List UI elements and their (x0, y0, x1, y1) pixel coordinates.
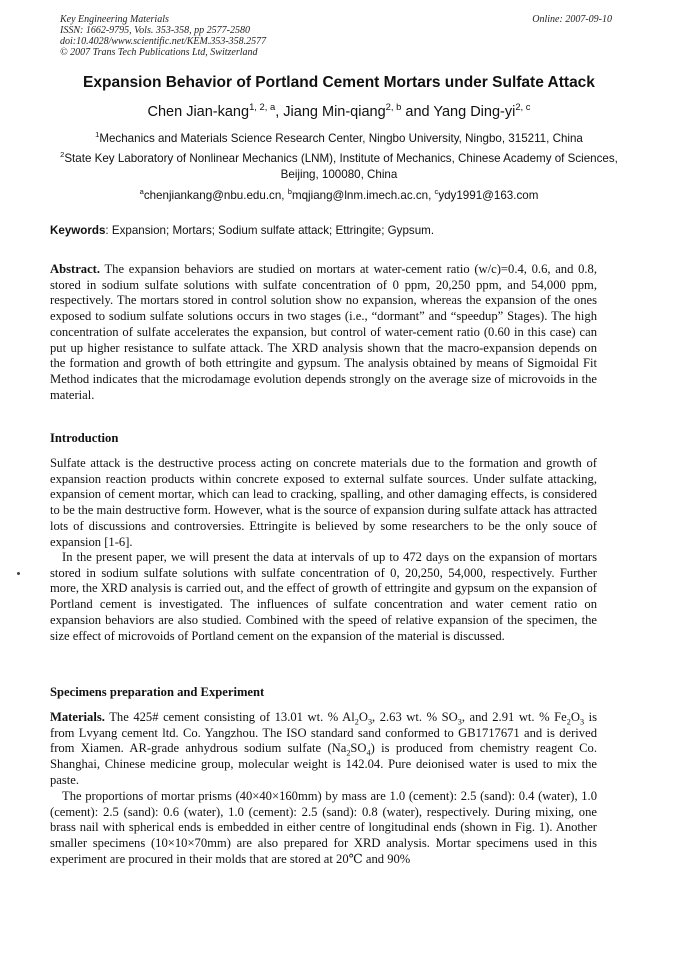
author-list (0, 101, 678, 120)
email-sup: c (434, 187, 439, 197)
subscript: 4 (366, 748, 371, 758)
author-sup: 2, b (385, 101, 402, 113)
email-address: mqjiang@lnm.imech.ac.cn (291, 189, 429, 202)
author-sup: 1, 2, a (249, 101, 276, 113)
journal-name: Key Engineering Materials (60, 14, 169, 25)
materials-text: is from Lvyang cement ltd. Co. Yangzhou. The ISO standard sand conformed to GB1717671 and is derived from Xiamen. AR-grade anhydrous sodium sulfate (Na (50, 710, 597, 756)
affiliation-2 (48, 151, 630, 183)
doi-line: doi:10.4028/www.scientific.net/KEM.353-358.2577 (60, 36, 267, 47)
introduction-paragraph-1: Sulfate attack is the destructive process acting on concrete materials due to the formation and growth of expansion reaction products within concrete exposed to external sulfate sources. Under sulfate attacking, expansion of cement mortar, which can lead to cracking, spalling, and other damaging effects, is considered to be the main destructive form. However, what is the source of expansion during sulfate attack has attracted lots of discussions and controversies. Ettringite is believed by some researchers to be the only souce of expansion [1-6]. (50, 456, 597, 549)
journal-header (60, 14, 266, 58)
stray-mark (17, 572, 20, 575)
subscript: 2 (354, 717, 359, 727)
specimens-heading: Specimens preparation and Experiment (50, 685, 265, 699)
email-sup: a (139, 187, 144, 197)
keywords-text: : Expansion; Mortars; Sodium sulfate attack; Ettringite; Gypsum. (105, 224, 435, 237)
abstract-text: The expansion behaviors are studied on mortars at water-cement ratio (w/c)=0.4, 0.6, and 0.8, stored in sodium sulfate solutions with sulfate concentration of 0 ppm, 20,250 ppm, and 54,000 ppm, respectively. The mortars stored in control solution show no expansion, whereas the expansion of the ones exposed to sodium sulfate solutions occurs in two stages (i.e., “dormant” and “speedup” Stages). The high concentration of sulfate accelerates the expansion, but control of water-cement ratio (0.60 in this case) can put up higher resistance to sulfate attack. The XRD analysis shown that the macro-expansion depends on the formation and growth of both ettringite and gypsum. The analysis obtained by means of Sigmoidal Fit Method indicates that the microdamage evolution depends strongly on the average size of microvoids in the material. (50, 262, 597, 402)
online-date: Online: 2007-09-10 (532, 14, 612, 25)
author-and: and (401, 104, 434, 120)
email-address: ydy1991@163.com (438, 189, 539, 202)
introduction-paragraph-2: In the present paper, we will present the data at intervals of up to 472 days on the expansion of mortars stored in sodium sulfate solutions with sulfate concentration of 0, 20,250, 54,000, respectively. Further more, the XRD analysis is carried out, and the effect of growth of ettringite and gypsum on the expansion of Portland cement is investigated. The influences of sulfate concentration and water cement ratio on expansion behaviors are also studied. Combined with the speed of relative expansion of the specimen, the size effect of microvoids of Portland cement on the expansion of the material is discussed. (50, 550, 597, 643)
materials-text: SO (350, 741, 367, 756)
affiliation-text: State Key Laboratory of Nonlinear Mechanics (LNM), Institute of Mechanics, Chinese Academy of Sciences, Beijing, 100080, China (64, 152, 618, 181)
affiliation-text: Mechanics and Materials Science Research Center, Ningbo University, Ningbo, 315211, China (99, 132, 583, 145)
author-sup: 2, c (515, 101, 531, 113)
affiliation-1 (48, 131, 630, 147)
materials-text: O (358, 710, 368, 724)
author-name: Yang Ding-yi (433, 104, 516, 120)
materials-text: , 2.63 wt. % SO (372, 710, 458, 724)
subscript: 3 (457, 717, 462, 727)
keywords-label: Keywords (50, 224, 106, 237)
proportions-paragraph: The proportions of mortar prisms (40×40×160mm) by mass are 1.0 (cement): 2.5 (sand): 0.4 (water), 1.0 (cement): 2.5 (sand): 0.6 (water), 1.0 (cement): 2.5 (sand): 0.8 (water), respectively. During mixing, one brass nail with spherical ends is embedded in either centre of longitudinal ends (shown in Fig. 1). Another smaller specimens (10×10×70mm) are also prepared for XRD analysis. Mortar specimens used in this experiment are procured in their molds that are stored at 20℃ and 90% (50, 789, 597, 866)
materials-text: O (570, 710, 580, 724)
materials-text: ) is produced from chemistry reagent Co. Shanghai, Chinese medicine group, molecular weight is 142.04. Pure deionised water is used to mix the paste. (50, 741, 597, 787)
author-name: Chen Jian-kang (147, 104, 250, 120)
affiliation-sup: 1 (95, 130, 100, 140)
author-name: Jiang Min-qiang (283, 104, 386, 120)
email-separator: , (428, 189, 435, 202)
subscript: 3 (579, 717, 585, 727)
abstract-label: Abstract. (50, 262, 101, 276)
subscript: 2 (566, 717, 571, 727)
email-line (48, 188, 630, 204)
abstract-paragraph (50, 262, 597, 403)
subscript: 2 (346, 748, 351, 758)
copyright-line: © 2007 Trans Tech Publications Ltd, Switzerland (60, 47, 258, 58)
materials-paragraph (50, 710, 597, 789)
materials-text: The 425# cement consisting of 13.01 wt. % Al (104, 710, 355, 724)
author-separator: , (275, 104, 284, 120)
paper-title: Expansion Behavior of Portland Cement Mortars under Sulfate Attack (83, 74, 595, 91)
issn-line: ISSN: 1662-9795, Vols. 353-358, pp 2577-2580 (60, 25, 250, 36)
materials-text: , and 2.91 wt. % Fe (461, 710, 567, 724)
materials-label: Materials. (50, 710, 105, 724)
affiliation-sup: 2 (60, 150, 65, 160)
introduction-heading: Introduction (50, 431, 119, 445)
email-sup: b (287, 187, 292, 197)
email-separator: , (281, 189, 288, 202)
email-address: chenjiankang@nbu.edu.cn (143, 189, 282, 202)
keywords (50, 224, 434, 237)
subscript: 3 (367, 717, 373, 727)
